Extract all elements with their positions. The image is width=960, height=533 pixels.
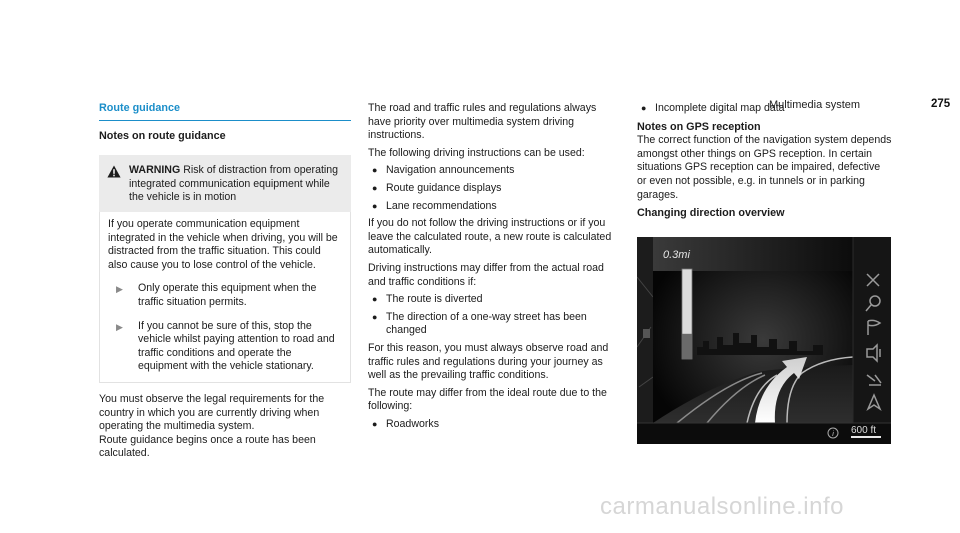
list-item: ● Lane recommendations [368, 200, 620, 214]
section-rule [99, 120, 351, 121]
paragraph: The route may differ from the ideal route due to the following: [368, 386, 607, 413]
subheading-direction-overview: Changing direction overview [637, 207, 785, 220]
paragraph: Driving instructions may differ from the actual road and traffic conditions if: [368, 261, 604, 288]
bullet-list [368, 293, 620, 338]
warning-header [99, 155, 351, 212]
distance-bottom-label: 600 ft [851, 425, 877, 436]
list-item: ● The route is diverted [368, 293, 620, 307]
distance-progress-fill [682, 334, 692, 359]
bullet-icon: ● [372, 200, 378, 211]
paragraph: The correct function of the navigation system depends amongst other things on GPS reception. In certain situations GPS reception can be impaired, defective or even not possible, e.g. in tunnels or in parking garages. [637, 134, 892, 201]
paragraph: If you do not follow the driving instructions or if you leave the calculated route, a new route is calculated automatically. [368, 217, 612, 257]
distance-top-label: 0.3mi [663, 249, 690, 261]
map-poi-icon [643, 329, 650, 338]
bullet-icon: ● [372, 182, 378, 193]
info-icon-symbol: i [832, 431, 834, 438]
warning-body [99, 212, 351, 383]
list-item: ● The direction of a one-way street has been changed [368, 311, 620, 338]
scale-bar [851, 436, 881, 438]
warning-label: WARNING [129, 164, 181, 177]
header-section-title: Multimedia system [769, 99, 861, 111]
warning-body-text: If you operate communication equipment integrated in the vehicle when driving, you will be distracted from the traffic situation. This could also cause you to lose control of the vehicle. [108, 217, 338, 271]
bullet-list [368, 418, 620, 432]
paragraph: The following driving instructions can be used: [368, 146, 585, 159]
warning-box [99, 155, 351, 383]
bullet-icon: ● [372, 294, 378, 305]
warning-step [108, 320, 342, 374]
step-arrow-icon: ▶ [116, 284, 123, 295]
warning-triangle-icon [107, 165, 123, 205]
bullet-icon: ● [641, 103, 647, 113]
page-number: 275 [931, 98, 951, 110]
column-3 [637, 102, 892, 221]
paragraph: You must observe the legal requirements for the country in which you are currently driving when operating the multimedia system. [99, 392, 325, 433]
paragraph: Route guidance begins once a route has been calculated. [99, 433, 316, 460]
subheading-gps: Notes on GPS reception [637, 120, 761, 133]
navigation-illustration [637, 237, 891, 444]
bullet-list [637, 102, 892, 116]
warning-summary: Risk of distraction from operating integrated communication equipment while the vehicle is in motion [129, 164, 339, 204]
list-item: ● Route guidance displays [368, 182, 620, 196]
step-arrow-icon: ▶ [116, 321, 123, 332]
list-item: ● Roadworks [368, 418, 620, 432]
list-item: ● Navigation announcements [368, 164, 620, 178]
section-title: Route guidance [99, 102, 180, 114]
column-2 [368, 102, 620, 431]
warning-step [108, 282, 342, 309]
bullet-icon: ● [372, 418, 378, 429]
warning-step-text: Only operate this equipment when the traffic situation permits. [138, 282, 317, 308]
bullet-list [368, 164, 620, 213]
navigation-screen-image [637, 237, 891, 444]
watermark: carmanualsonline.info [600, 493, 844, 520]
bullet-icon: ● [372, 165, 378, 176]
warning-text [129, 164, 343, 205]
warning-step-text: If you cannot be sure of this, stop the vehicle whilst paying attention to road and traffic conditions and operate the equipment with the vehicle stationary. [138, 319, 335, 373]
list-item: ● Incomplete digital map data [637, 102, 892, 116]
paragraph: The road and traffic rules and regulations always have priority over multimedia system driving instructions. [368, 102, 597, 142]
paragraph: For this reason, you must always observe road and traffic rules and regulations during your journey as well as the prevailing traffic conditions. [368, 341, 609, 382]
subheading-route-guidance: Notes on route guidance [99, 129, 226, 142]
bullet-icon: ● [372, 311, 378, 322]
column-1 [99, 102, 351, 461]
